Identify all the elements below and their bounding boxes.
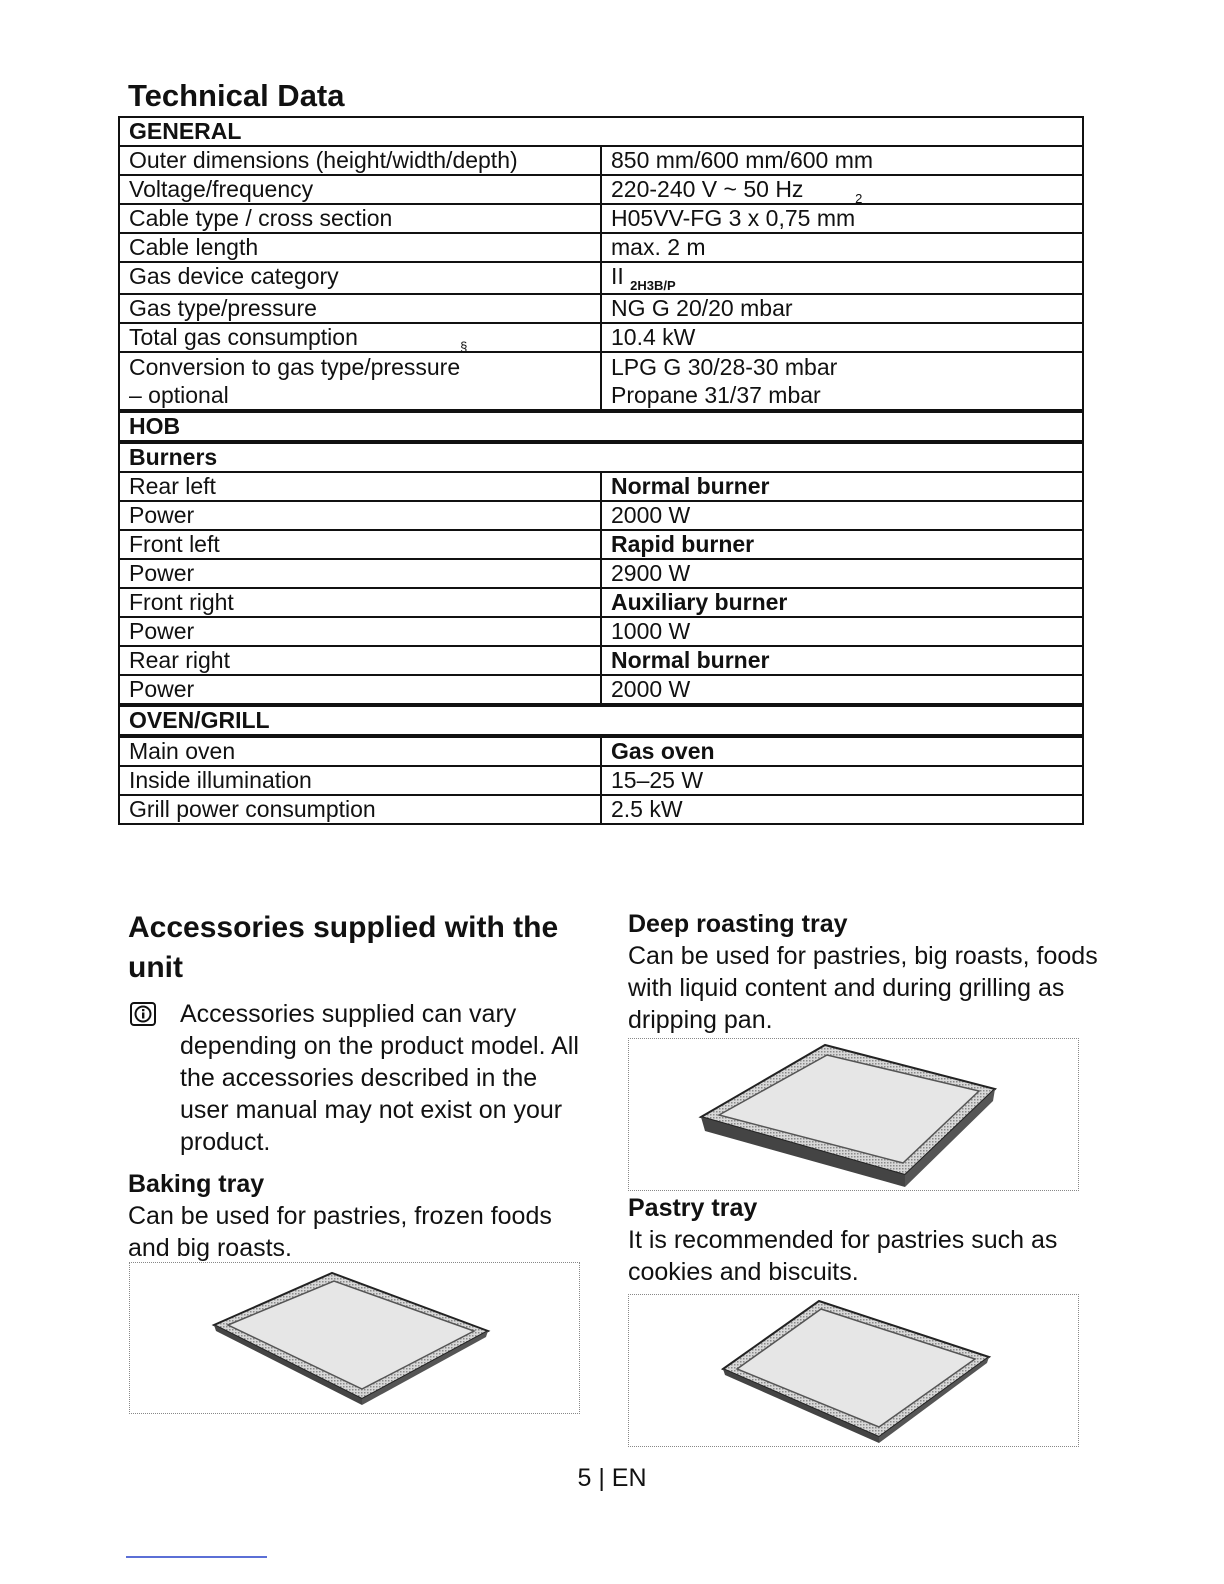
baking-tray-title: Baking tray: [128, 1170, 265, 1198]
deep-roasting-tray-title: Deep roasting tray: [628, 910, 848, 938]
table-row: [119, 530, 1083, 559]
row-value-line2: Propane 31/37 mbar: [611, 382, 821, 408]
technical-data-table: [118, 116, 1084, 825]
row-value: 220-240 V ~ 50 Hz: [601, 175, 1083, 204]
table-row: [119, 501, 1083, 530]
table-row: [119, 204, 1083, 233]
row-key: Outer dimensions (height/width/depth): [119, 146, 601, 175]
section-subheading: Burners: [119, 442, 1083, 472]
baking-tray-image: [129, 1262, 580, 1414]
table-row: [119, 795, 1083, 824]
page-footer: [0, 1464, 1224, 1493]
row-key: Cable length: [119, 233, 601, 262]
row-key: [119, 339, 601, 411]
row-key: Total gas consumption: [119, 323, 601, 352]
section-oven-grill: [119, 705, 1083, 736]
row-value-text: H05VV-FG 3 x 0,75 mm: [611, 205, 856, 231]
row-value: 1000 W: [601, 617, 1083, 646]
row-key-line1: Conversion to gas type/pressure: [129, 354, 461, 380]
row-key: Voltage/frequency: [119, 175, 601, 204]
row-value: max. 2 m: [601, 233, 1083, 262]
accessories-right-column: [628, 908, 1098, 1036]
row-key: Inside illumination: [119, 766, 601, 795]
info-icon: [130, 1002, 156, 1026]
row-value: NG G 20/20 mbar: [601, 294, 1083, 323]
row-value: 850 mm/600 mm/600 mm: [601, 146, 1083, 175]
superscript: 2: [855, 191, 863, 206]
footer-separator: |: [598, 1464, 605, 1492]
table-row: [119, 736, 1083, 766]
row-value: 2000 W: [601, 675, 1083, 705]
row-value: Auxiliary burner: [601, 588, 1083, 617]
table-row: [119, 233, 1083, 262]
baking-tray-description: Can be used for pastries, frozen foods and big roasts.: [128, 1202, 552, 1262]
section-heading: GENERAL: [119, 117, 1083, 146]
row-key: Power: [119, 501, 601, 530]
accessories-heading: Accessories supplied with the unit: [128, 911, 559, 984]
info-note: [128, 998, 588, 1158]
page-number: 5: [577, 1464, 592, 1492]
section-heading: HOB: [119, 411, 1083, 442]
table-row: [119, 559, 1083, 588]
section-burners: [119, 442, 1083, 472]
pastry-tray-image: [628, 1294, 1079, 1447]
section-hob: [119, 411, 1083, 442]
row-key: Rear left: [119, 472, 601, 501]
table-row: [119, 472, 1083, 501]
table-row: [119, 646, 1083, 675]
section-heading: OVEN/GRILL: [119, 705, 1083, 736]
row-value: 15–25 W: [601, 766, 1083, 795]
table-row: [119, 294, 1083, 323]
row-key: Power: [119, 675, 601, 705]
table-row: [119, 323, 1083, 352]
row-value: Normal burner: [601, 646, 1083, 675]
row-value-text: II: [611, 263, 624, 289]
row-key: Power: [119, 617, 601, 646]
table-row: [119, 617, 1083, 646]
row-value-line1: LPG G 30/28-30 mbar: [611, 354, 838, 380]
row-value: [601, 262, 1083, 294]
table-row: [119, 175, 1083, 204]
table-row: [119, 146, 1083, 175]
footer-rule: [126, 1556, 267, 1558]
row-key: Front left: [119, 530, 601, 559]
row-value: Gas oven: [601, 736, 1083, 766]
table-row: [119, 588, 1083, 617]
deep-roasting-tray-image: [628, 1038, 1079, 1191]
row-value: 2.5 kW: [601, 795, 1083, 824]
row-value: Normal burner: [601, 472, 1083, 501]
row-value: 2900 W: [601, 559, 1083, 588]
row-key-line2: – optional: [129, 382, 229, 408]
row-key: Front right: [119, 588, 601, 617]
section-general: [119, 117, 1083, 146]
page-title: Technical Data: [128, 78, 345, 113]
deep-roasting-tray-description: Can be used for pastries, big roasts, foods with liquid content and during grilling as dripping pan.: [628, 942, 1098, 1034]
row-value: 2000 W: [601, 501, 1083, 530]
table-row: [119, 766, 1083, 795]
accessories-left-column: [128, 908, 588, 1264]
row-key: Main oven: [119, 736, 601, 766]
info-note-text: Accessories supplied can vary depending on the product model. All the accessories described in the user manual may not exist on your product.: [180, 1000, 579, 1156]
table-row: [119, 675, 1083, 705]
row-key: Rear right: [119, 646, 601, 675]
row-value: [601, 191, 1083, 233]
row-key: Cable type / cross section: [119, 204, 601, 233]
table-row: [119, 262, 1083, 294]
superscript: §: [460, 339, 468, 354]
pastry-tray-title: Pastry tray: [628, 1194, 758, 1222]
row-value: [601, 352, 1083, 411]
row-value: 10.4 kW: [601, 323, 1083, 352]
row-key: Gas type/pressure: [119, 294, 601, 323]
row-key: Power: [119, 559, 601, 588]
table-row: [119, 352, 1083, 411]
pastry-tray-text: [628, 1192, 1098, 1288]
row-key: Gas device category: [119, 262, 601, 294]
pastry-tray-description: It is recommended for pastries such as cookies and biscuits.: [628, 1226, 1058, 1286]
subscript: 2H3B/P: [630, 278, 676, 293]
row-key: Grill power consumption: [119, 795, 601, 824]
row-value: Rapid burner: [601, 530, 1083, 559]
language-code: EN: [611, 1464, 647, 1492]
